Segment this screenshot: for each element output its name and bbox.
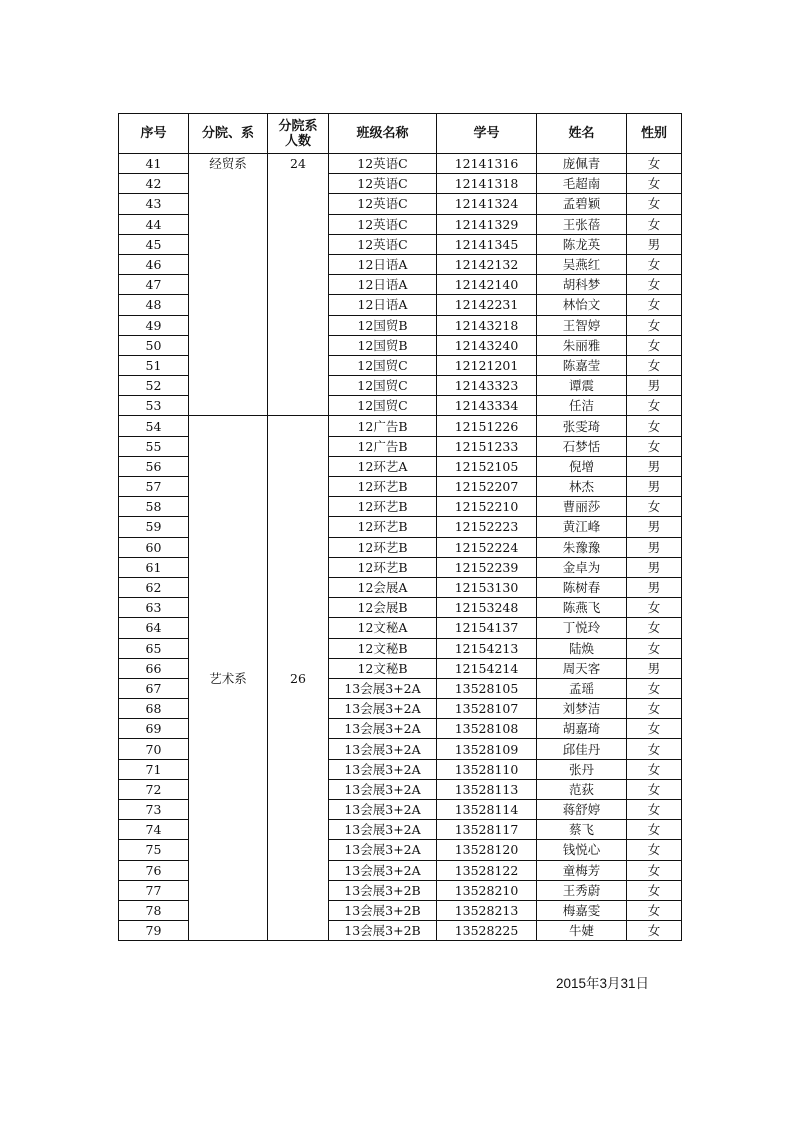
cell-name: 孟碧颖 <box>537 194 627 214</box>
cell-student-id: 12141345 <box>437 234 537 254</box>
cell-seq: 76 <box>119 860 189 880</box>
cell-class: 13会展3+2A <box>329 779 437 799</box>
cell-name: 张丹 <box>537 759 627 779</box>
header-dept: 分院、系 <box>189 114 268 154</box>
cell-gender: 女 <box>627 880 682 900</box>
cell-name: 刘梦洁 <box>537 699 627 719</box>
cell-gender: 女 <box>627 719 682 739</box>
cell-gender: 女 <box>627 739 682 759</box>
cell-name: 陈树春 <box>537 577 627 597</box>
cell-seq: 41 <box>119 154 189 174</box>
cell-student-id: 13528109 <box>437 739 537 759</box>
cell-gender: 女 <box>627 295 682 315</box>
cell-class: 12国贸C <box>329 396 437 416</box>
cell-name: 黄江峰 <box>537 517 627 537</box>
cell-class: 13会展3+2A <box>329 860 437 880</box>
header-dept-count-line1: 分院系 <box>278 118 318 134</box>
cell-seq: 72 <box>119 779 189 799</box>
cell-name: 王张蓓 <box>537 214 627 234</box>
cell-seq: 53 <box>119 396 189 416</box>
document-date: 2015年3月31日 <box>556 976 650 991</box>
cell-class: 12英语C <box>329 214 437 234</box>
cell-seq: 49 <box>119 315 189 335</box>
cell-gender: 男 <box>627 658 682 678</box>
cell-class: 12日语A <box>329 275 437 295</box>
cell-gender: 女 <box>627 820 682 840</box>
cell-gender: 女 <box>627 860 682 880</box>
cell-class: 12会展B <box>329 598 437 618</box>
cell-class: 13会展3+2B <box>329 921 437 941</box>
cell-seq: 57 <box>119 477 189 497</box>
cell-student-id: 12152207 <box>437 477 537 497</box>
cell-name: 胡嘉琦 <box>537 719 627 739</box>
cell-class: 12国贸C <box>329 376 437 396</box>
cell-dept: 艺术系 <box>189 416 268 941</box>
cell-seq: 55 <box>119 436 189 456</box>
header-dept-count <box>268 114 329 154</box>
cell-seq: 43 <box>119 194 189 214</box>
cell-name: 朱豫豫 <box>537 537 627 557</box>
cell-class: 12国贸B <box>329 315 437 335</box>
cell-gender: 女 <box>627 355 682 375</box>
table-body <box>119 154 682 941</box>
cell-gender: 女 <box>627 699 682 719</box>
cell-seq: 71 <box>119 759 189 779</box>
cell-student-id: 12153130 <box>437 577 537 597</box>
cell-dept-count: 26 <box>268 416 329 941</box>
cell-class: 12英语C <box>329 194 437 214</box>
cell-seq: 78 <box>119 900 189 920</box>
cell-student-id: 12152210 <box>437 497 537 517</box>
cell-seq: 64 <box>119 618 189 638</box>
cell-student-id: 12152224 <box>437 537 537 557</box>
cell-gender: 男 <box>627 234 682 254</box>
cell-name: 陈龙英 <box>537 234 627 254</box>
cell-class: 13会展3+2A <box>329 759 437 779</box>
cell-name: 钱悦心 <box>537 840 627 860</box>
cell-student-id: 13528108 <box>437 719 537 739</box>
cell-seq: 56 <box>119 456 189 476</box>
cell-gender: 女 <box>627 497 682 517</box>
cell-student-id: 13528117 <box>437 820 537 840</box>
cell-class: 12日语A <box>329 295 437 315</box>
cell-student-id: 12142132 <box>437 254 537 274</box>
cell-class: 12国贸B <box>329 335 437 355</box>
cell-class: 13会展3+2B <box>329 900 437 920</box>
cell-gender: 女 <box>627 436 682 456</box>
cell-seq: 77 <box>119 880 189 900</box>
cell-class: 12会展A <box>329 577 437 597</box>
cell-student-id: 12152105 <box>437 456 537 476</box>
cell-class: 12广告B <box>329 416 437 436</box>
cell-seq: 70 <box>119 739 189 759</box>
cell-student-id: 12151233 <box>437 436 537 456</box>
cell-student-id: 12153248 <box>437 598 537 618</box>
cell-name: 陈燕飞 <box>537 598 627 618</box>
cell-seq: 45 <box>119 234 189 254</box>
cell-gender: 男 <box>627 557 682 577</box>
cell-gender: 女 <box>627 618 682 638</box>
cell-name: 范荻 <box>537 779 627 799</box>
cell-name: 谭震 <box>537 376 627 396</box>
cell-name: 毛超南 <box>537 174 627 194</box>
cell-student-id: 13528122 <box>437 860 537 880</box>
cell-student-id: 12152239 <box>437 557 537 577</box>
cell-name: 王秀蔚 <box>537 880 627 900</box>
cell-gender: 女 <box>627 416 682 436</box>
cell-student-id: 12142140 <box>437 275 537 295</box>
cell-name: 庞佩青 <box>537 154 627 174</box>
cell-student-id: 12141329 <box>437 214 537 234</box>
cell-student-id: 12143334 <box>437 396 537 416</box>
cell-gender: 男 <box>627 477 682 497</box>
cell-student-id: 13528120 <box>437 840 537 860</box>
cell-seq: 52 <box>119 376 189 396</box>
cell-student-id: 12141316 <box>437 154 537 174</box>
header-seq: 序号 <box>119 114 189 154</box>
cell-class: 12英语C <box>329 234 437 254</box>
cell-student-id: 13528110 <box>437 759 537 779</box>
cell-gender: 女 <box>627 315 682 335</box>
cell-name: 蔡飞 <box>537 820 627 840</box>
cell-class: 12文秘B <box>329 638 437 658</box>
cell-seq: 51 <box>119 355 189 375</box>
cell-class: 12环艺B <box>329 477 437 497</box>
cell-gender: 女 <box>627 194 682 214</box>
cell-name: 任洁 <box>537 396 627 416</box>
cell-class: 12环艺B <box>329 517 437 537</box>
cell-student-id: 12154214 <box>437 658 537 678</box>
cell-seq: 50 <box>119 335 189 355</box>
cell-name: 孟瑶 <box>537 678 627 698</box>
cell-gender: 女 <box>627 214 682 234</box>
cell-seq: 54 <box>119 416 189 436</box>
cell-class: 12英语C <box>329 154 437 174</box>
cell-seq: 68 <box>119 699 189 719</box>
cell-student-id: 13528107 <box>437 699 537 719</box>
table-header <box>119 114 682 154</box>
cell-seq: 42 <box>119 174 189 194</box>
cell-class: 12环艺B <box>329 497 437 517</box>
cell-student-id: 12152223 <box>437 517 537 537</box>
cell-name: 金卓为 <box>537 557 627 577</box>
cell-seq: 69 <box>119 719 189 739</box>
cell-seq: 65 <box>119 638 189 658</box>
cell-student-id: 12121201 <box>437 355 537 375</box>
cell-gender: 女 <box>627 678 682 698</box>
cell-seq: 75 <box>119 840 189 860</box>
cell-gender: 女 <box>627 275 682 295</box>
cell-student-id: 12141318 <box>437 174 537 194</box>
cell-seq: 60 <box>119 537 189 557</box>
cell-seq: 48 <box>119 295 189 315</box>
cell-name: 周天客 <box>537 658 627 678</box>
cell-name: 王智婷 <box>537 315 627 335</box>
cell-dept: 经贸系 <box>189 154 268 416</box>
cell-gender: 女 <box>627 154 682 174</box>
cell-name: 陆焕 <box>537 638 627 658</box>
cell-gender: 男 <box>627 376 682 396</box>
cell-class: 13会展3+2B <box>329 880 437 900</box>
cell-student-id: 12141324 <box>437 194 537 214</box>
cell-gender: 女 <box>627 254 682 274</box>
cell-gender: 女 <box>627 396 682 416</box>
cell-dept-count: 24 <box>268 154 329 416</box>
cell-name: 蒋舒婷 <box>537 800 627 820</box>
cell-gender: 女 <box>627 335 682 355</box>
cell-name: 倪增 <box>537 456 627 476</box>
cell-class: 13会展3+2A <box>329 820 437 840</box>
cell-name: 林怡文 <box>537 295 627 315</box>
cell-seq: 62 <box>119 577 189 597</box>
cell-class: 13会展3+2A <box>329 840 437 860</box>
cell-gender: 女 <box>627 598 682 618</box>
cell-seq: 58 <box>119 497 189 517</box>
cell-gender: 女 <box>627 800 682 820</box>
cell-gender: 女 <box>627 759 682 779</box>
cell-gender: 女 <box>627 921 682 941</box>
cell-class: 12环艺B <box>329 537 437 557</box>
cell-gender: 男 <box>627 517 682 537</box>
cell-student-id: 12151226 <box>437 416 537 436</box>
cell-name: 曹丽莎 <box>537 497 627 517</box>
cell-seq: 44 <box>119 214 189 234</box>
cell-class: 12环艺B <box>329 557 437 577</box>
cell-student-id: 12143218 <box>437 315 537 335</box>
cell-seq: 79 <box>119 921 189 941</box>
cell-student-id: 12154213 <box>437 638 537 658</box>
cell-seq: 61 <box>119 557 189 577</box>
cell-seq: 67 <box>119 678 189 698</box>
cell-name: 邱佳丹 <box>537 739 627 759</box>
cell-student-id: 13528114 <box>437 800 537 820</box>
table-row <box>119 416 682 436</box>
cell-student-id: 13528225 <box>437 921 537 941</box>
cell-class: 13会展3+2A <box>329 699 437 719</box>
cell-seq: 74 <box>119 820 189 840</box>
cell-gender: 女 <box>627 840 682 860</box>
cell-class: 12文秘A <box>329 618 437 638</box>
cell-gender: 女 <box>627 779 682 799</box>
cell-name: 丁悦玲 <box>537 618 627 638</box>
cell-seq: 63 <box>119 598 189 618</box>
cell-gender: 女 <box>627 174 682 194</box>
cell-name: 童梅芳 <box>537 860 627 880</box>
cell-gender: 男 <box>627 456 682 476</box>
header-student-id: 学号 <box>437 114 537 154</box>
cell-name: 林杰 <box>537 477 627 497</box>
cell-gender: 女 <box>627 900 682 920</box>
cell-class: 12环艺A <box>329 456 437 476</box>
cell-class: 13会展3+2A <box>329 800 437 820</box>
cell-student-id: 12143323 <box>437 376 537 396</box>
cell-student-id: 12142231 <box>437 295 537 315</box>
cell-gender: 男 <box>627 537 682 557</box>
cell-class: 13会展3+2A <box>329 678 437 698</box>
cell-name: 朱丽雅 <box>537 335 627 355</box>
header-gender: 性别 <box>627 114 682 154</box>
cell-seq: 47 <box>119 275 189 295</box>
cell-class: 12广告B <box>329 436 437 456</box>
cell-seq: 46 <box>119 254 189 274</box>
cell-seq: 73 <box>119 800 189 820</box>
cell-seq: 66 <box>119 658 189 678</box>
cell-name: 牛婕 <box>537 921 627 941</box>
header-row <box>119 114 682 154</box>
header-name: 姓名 <box>537 114 627 154</box>
header-class: 班级名称 <box>329 114 437 154</box>
cell-student-id: 13528113 <box>437 779 537 799</box>
cell-gender: 男 <box>627 577 682 597</box>
cell-student-id: 13528210 <box>437 880 537 900</box>
cell-seq: 59 <box>119 517 189 537</box>
cell-gender: 女 <box>627 638 682 658</box>
header-dept-count-line2: 人数 <box>284 133 311 149</box>
student-roster-table <box>118 113 682 941</box>
cell-name: 陈嘉莹 <box>537 355 627 375</box>
cell-name: 张雯琦 <box>537 416 627 436</box>
cell-class: 12文秘B <box>329 658 437 678</box>
cell-student-id: 13528105 <box>437 678 537 698</box>
cell-name: 梅嘉雯 <box>537 900 627 920</box>
cell-class: 12日语A <box>329 254 437 274</box>
cell-name: 石梦恬 <box>537 436 627 456</box>
cell-student-id: 13528213 <box>437 900 537 920</box>
cell-class: 12英语C <box>329 174 437 194</box>
cell-name: 吴燕红 <box>537 254 627 274</box>
cell-student-id: 12143240 <box>437 335 537 355</box>
cell-student-id: 12154137 <box>437 618 537 638</box>
table-row <box>119 154 682 174</box>
cell-class: 13会展3+2A <box>329 739 437 759</box>
cell-name: 胡科梦 <box>537 275 627 295</box>
cell-class: 12国贸C <box>329 355 437 375</box>
cell-class: 13会展3+2A <box>329 719 437 739</box>
